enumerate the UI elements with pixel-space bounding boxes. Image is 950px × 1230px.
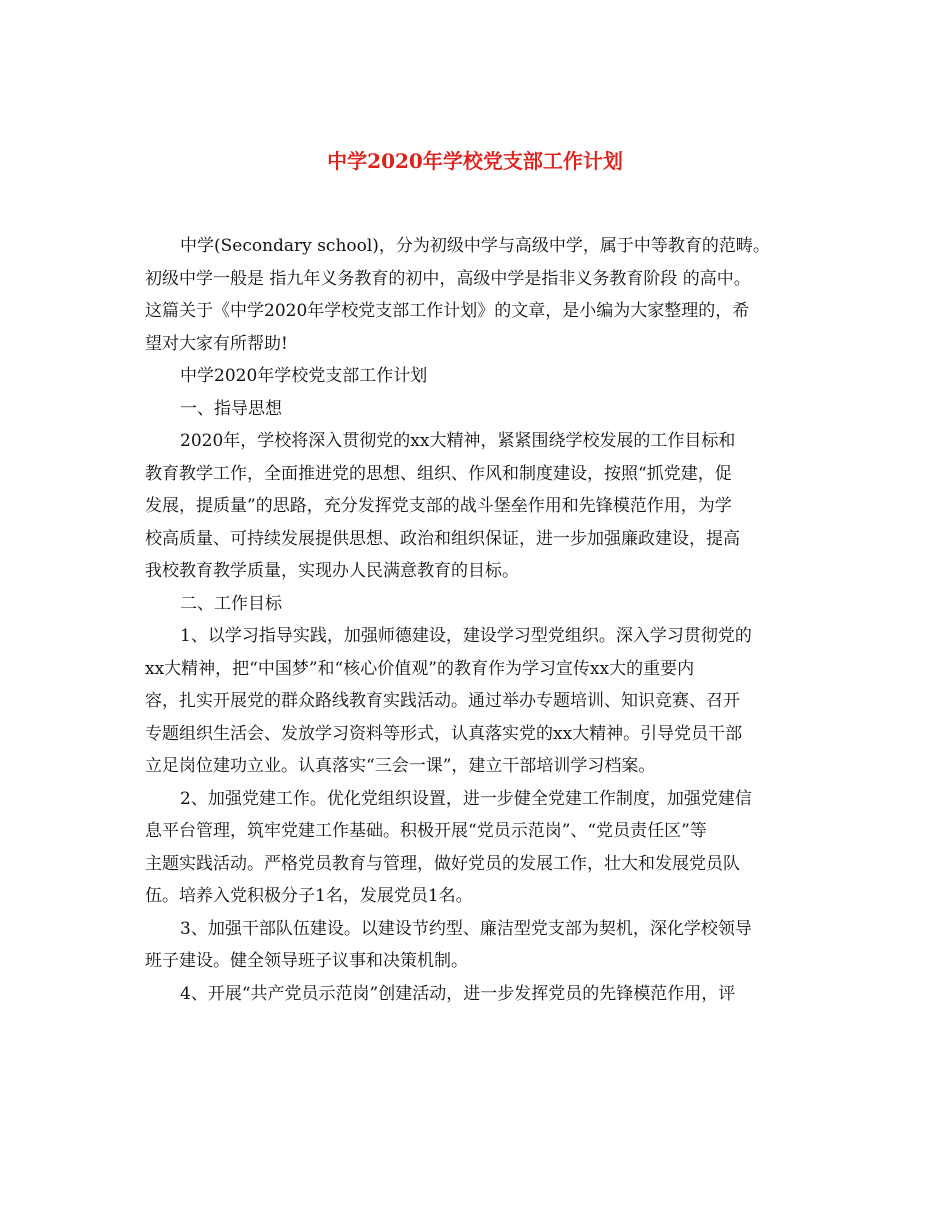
text-line: 3、加强干部队伍建设。以建设节约型、廉洁型党支部为契机，深化学校领导	[180, 918, 752, 939]
text-line: 这篇关于《中学2020年学校党支部工作计划》的文章，是小编为大家整理的，希	[145, 301, 750, 321]
text-line: xx大精神，把“中国梦”和“核心价值观”的教育作为学习宣传xx大的重要内	[145, 658, 695, 679]
text-line: 二、工作目标	[180, 593, 282, 614]
text-line: 发展，提质量”的思路，充分发挥党支部的战斗堡垒作用和先锋模范作用，为学	[145, 496, 732, 516]
text-line: 4、开展“共产党员示范岗”创建活动，进一步发挥党员的先锋模范作用，评	[180, 983, 736, 1004]
text-line: 2、加强党建工作。优化党组织设置，进一步健全党建工作制度，加强党建信	[180, 788, 752, 809]
text-line: 伍。培养入党积极分子1名，发展党员1名。	[145, 886, 473, 906]
text-line: 容，扎实开展党的群众路线教育实践活动。通过举办专题培训、知识竞赛、召开	[145, 691, 740, 711]
text-line: 立足岗位建功立业。认真落实“三会一课”，建立干部培训学习档案。	[145, 756, 656, 776]
text-line: 一、指导思想	[180, 398, 282, 419]
text-line: 专题组织生活会、发放学习资料等形式，认真落实党的xx大精神。引导党员干部	[145, 723, 743, 744]
paragraph-goal-4	[145, 978, 813, 1011]
text-line: 1、以学习指导实践，加强师德建设，建设学习型党组织。深入学习贯彻党的	[180, 626, 752, 646]
text-line: 息平台管理，筑牢党建工作基础。积极开展“党员示范岗”、“党员责任区”等	[145, 821, 707, 841]
text-line: 2020年，学校将深入贯彻党的xx大精神，紧紧围绕学校发展的工作目标和	[180, 431, 736, 451]
paragraph-goal-3	[145, 913, 813, 978]
text-line: 教育教学工作，全面推进党的思想、组织、作风和制度建设，按照“抓党建，促	[145, 463, 732, 484]
paragraph-intro	[145, 230, 813, 360]
section-heading-work-goals	[145, 588, 813, 621]
section-heading-guiding-thought	[145, 393, 813, 426]
document-body	[145, 230, 813, 1010]
text-line: 校高质量、可持续发展提供思想、政治和组织保证，进一步加强廉政建设，提高	[145, 528, 740, 549]
text-line: 中学(Secondary school)，分为初级中学与高级中学，属于中等教育的范畴。	[180, 236, 770, 256]
text-line: 望对大家有所帮助!	[145, 333, 288, 354]
paragraph-guiding-thought	[145, 425, 813, 588]
text-line: 主题实践活动。严格党员教育与管理，做好党员的发展工作，壮大和发展党员队	[145, 853, 740, 874]
text-line: 班子建设。健全领导班子议事和决策机制。	[145, 951, 468, 971]
paragraph-goal-2	[145, 783, 813, 913]
document-title: 中学2020年学校党支部工作计划	[327, 149, 623, 173]
text-line: 初级中学一般是 指九年义务教育的初中，高级中学是指非义务教育阶段 的高中。	[145, 268, 751, 289]
text-line: 中学2020年学校党支部工作计划	[180, 366, 428, 386]
text-line: 我校教育教学质量，实现办人民满意教育的目标。	[145, 561, 519, 581]
paragraph-goal-1	[145, 620, 813, 783]
paragraph-subtitle	[145, 360, 813, 393]
